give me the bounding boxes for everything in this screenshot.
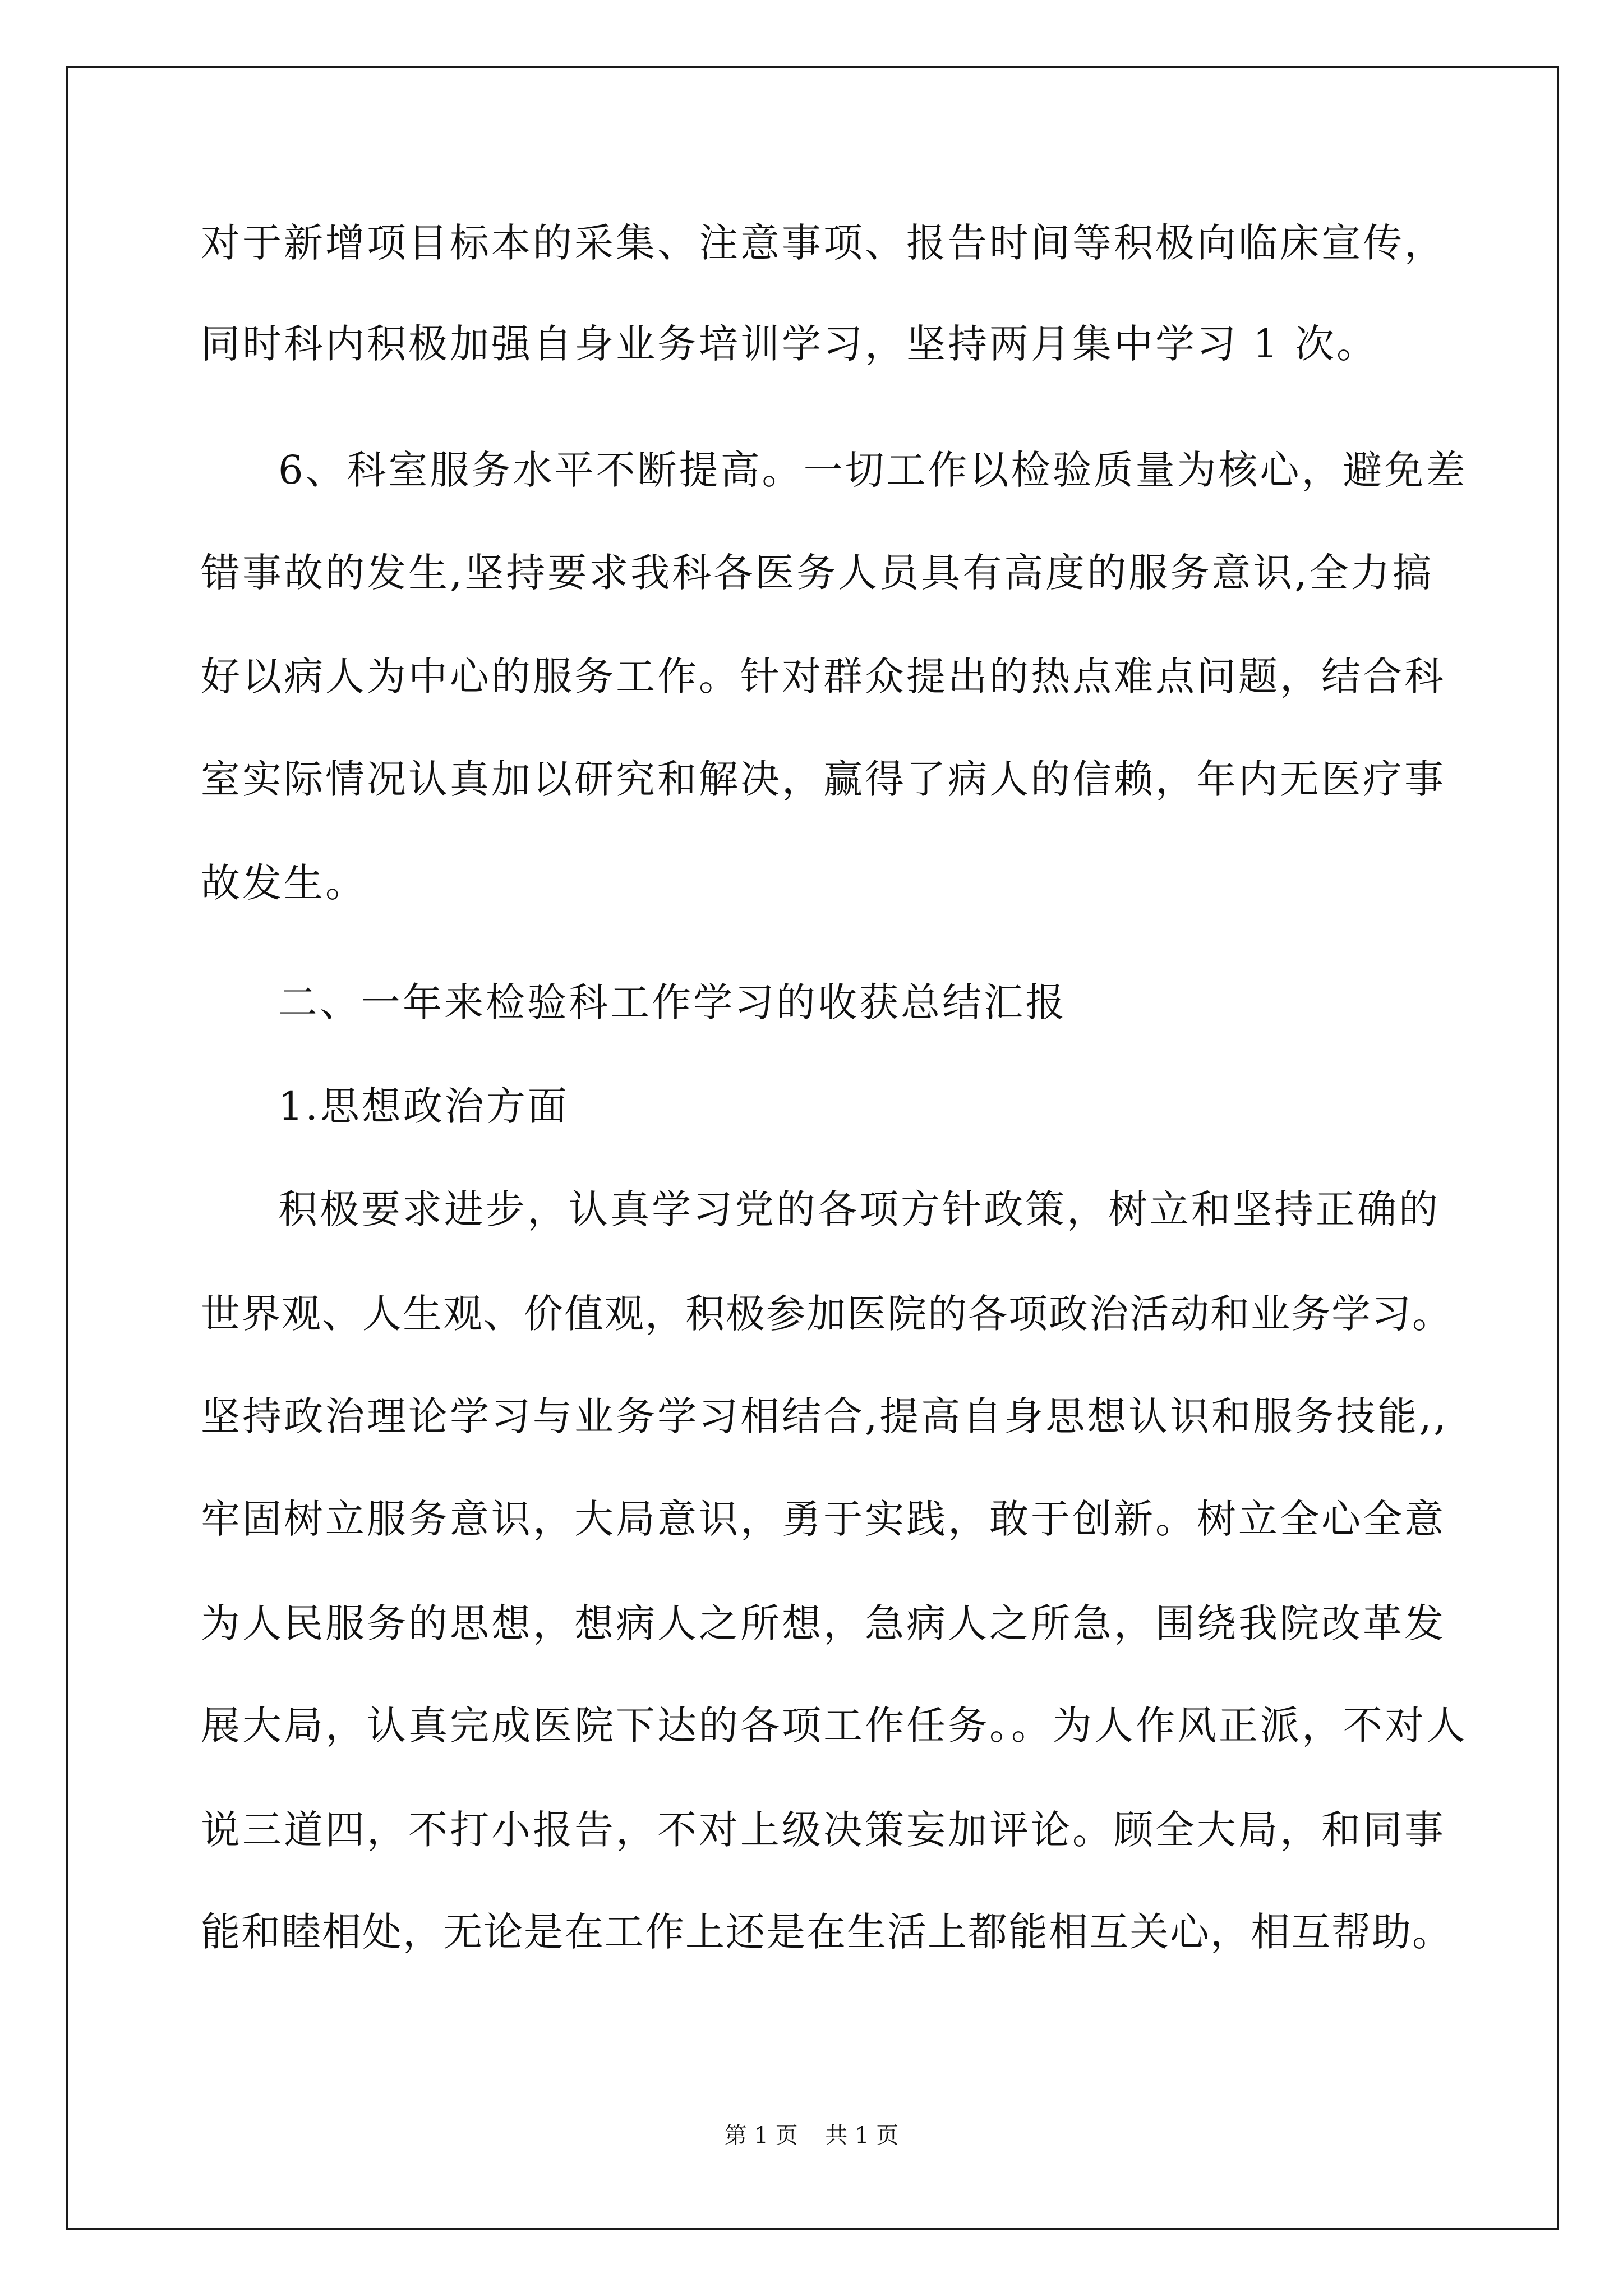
page-footer (0, 2122, 1623, 2150)
page-border (66, 66, 1559, 2230)
subsection-heading: 1.思想政治方面 (278, 1083, 569, 1129)
body-line: 展大局，认真完成医院下达的各项工作任务。。为人作风正派，不对人 (201, 1703, 1468, 1749)
page-number: 第 1 页 (724, 2123, 798, 2148)
body-line: 好以病人为中心的服务工作。针对群众提出的热点难点问题，结合科 (201, 654, 1446, 700)
body-line: 为人民服务的思想，想病人之所想，急病人之所急，围绕我院改革发 (201, 1600, 1446, 1646)
body-line: 对于新增项目标本的采集、注意事项、报告时间等积极向临床宣传， (201, 220, 1446, 266)
body-line: 积极要求进步，认真学习党的各项方针政策，树立和坚持正确的 (278, 1186, 1440, 1232)
body-line: 能和睦相处，无论是在工作上还是在生活上都能相互关心，相互帮助。 (201, 1909, 1453, 1955)
body-line: 同时科内积极加强自身业务培训学习，坚持两月集中学习 1 次。 (201, 321, 1378, 367)
total-pages: 共 1 页 (825, 2123, 899, 2148)
section-heading: 二、一年来检验科工作学习的收获总结汇报 (278, 979, 1067, 1025)
body-line: 6、科室服务水平不断提高。一切工作以检验质量为核心，避免差 (278, 447, 1468, 493)
body-line: 室实际情况认真加以研究和解决，赢得了病人的信赖，年内无医疗事 (201, 756, 1446, 802)
body-line: 坚持政治理论学习与业务学习相结合,提高自身思想认识和服务技能,, (201, 1393, 1449, 1439)
body-line: 说三道四，不打小报告，不对上级决策妄加评论。顾全大局，和同事 (201, 1807, 1446, 1853)
body-line: 牢固树立服务意识，大局意识，勇于实践，敢于创新。树立全心全意 (201, 1496, 1446, 1542)
body-line: 错事故的发生,坚持要求我科各医务人员具有高度的服务意识,全力搞 (201, 550, 1434, 596)
body-line: 故发生。 (201, 860, 367, 906)
body-line: 世界观、人生观、价值观，积极参加医院的各项政治活动和业务学习。 (201, 1291, 1453, 1337)
